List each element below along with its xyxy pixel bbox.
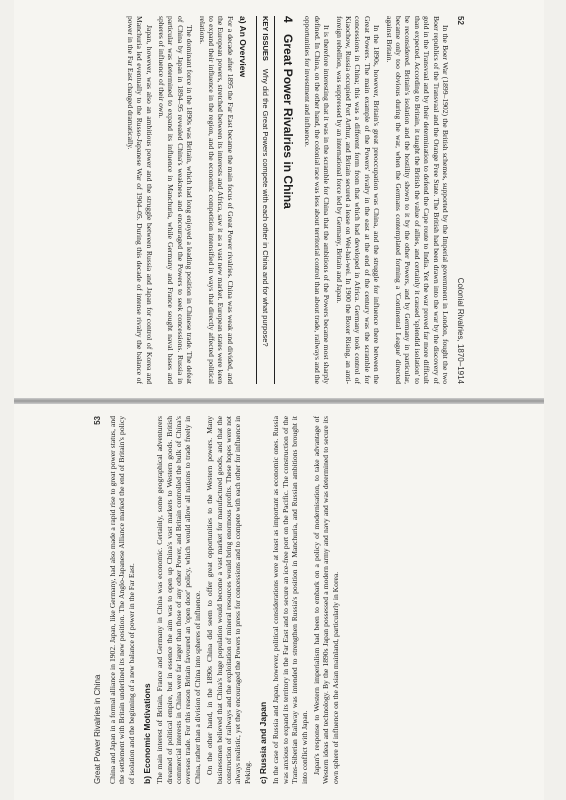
chapter-heading	[281, 16, 295, 384]
body-paragraph: China and Japan in a formal alliance in 1902. Japan, like Germany, had also made a rapid rise to great power status, and the settlement with Britain underlined its new position. The Anglo-Japanese Alliance marked the end of Britain's policy of isolation and the beginning of a new balance of power in the Far East.	[108, 416, 136, 784]
section-heading: a) An Overview	[237, 16, 248, 78]
body-paragraph: The main interest of Britain, France and Germany in China was economic. Certainly, some geographical adventurers dreamed of political empire, but in essence the aim was to open up China's vast markets to Western goods. British commercial interests in China were far larger than those of any other Power, and Britain controlled the bulk of China's overseas trade. For this reason Britain favoured an 'open door' policy, which would allow all nations to trade freely in China, rather than a division of China into spheres of influence.	[155, 416, 202, 784]
left-page	[14, 10, 469, 390]
body-paragraph: In the Boer War (1899–1902) the British schemes, supported by the Imperial government in London, fought the two Boer republics of the Transvaal and the Orange Free State. The British had been drawn into the war by the discovery of gold in the Transvaal and by their determination to defend the Cape route to India. Yet the war proved far more difficult than expected. According to Britain, it taught the British the value of allies, and certainly it caused 'splendid isolation' to be reconsidered. Britain's isolation and the hostility shown to it by the other Powers, and by Germany in particular, became only too obvious during the war, when the Germans contemplated forming a 'Continental League' directed against Britain.	[384, 16, 450, 384]
body-paragraph: The dominant force in the 1890s was Britain, which had long enjoyed a leading position in Chinese trade. The defeat of China by Japan in 1894–95 revealed China's weakness and encouraged the Powers to seek concessions. Russia in particular was determined to expand its influence in Manchuria, while Germany and France sought naval bases and spheres of influence of their own.	[157, 16, 195, 384]
body-paragraph: Japan's response to Western imperialism had been to embark on a policy of modernisation, to take advantage of Western ideas and technology. By the 1890s Japan possessed a modern army and navy and was determined to secure its own sphere of influence on the Asian mainland, particularly in Korea.	[311, 416, 340, 784]
book-spread	[14, 0, 544, 800]
page-number: 53	[93, 416, 102, 425]
body-paragraph: For a decade after 1895 the Far East became the main focus of Great Power rivalries. China was weak and divided, and the European powers, stretched between its interests and Africa, saw it as a vast new market. European states were keen to expand their influence in the region, and the economic competition intensified in ways that directly affected political relations.	[197, 16, 235, 384]
running-head-title: Great Power Rivalries in China	[93, 674, 102, 784]
right-page	[89, 410, 544, 790]
running-head-title: Colonial Rivalries, 1870–1914	[456, 277, 465, 384]
key-issues-label: KEY ISSUES	[260, 16, 270, 61]
running-head	[93, 416, 102, 784]
section-heading: c) Russia and Japan	[258, 701, 269, 784]
key-issues-text: Why did the Great Powers compete with each other in China and for what purpose?	[260, 68, 270, 347]
section-heading: b) Economic Motivations	[142, 683, 153, 784]
page-number: 52	[456, 16, 465, 25]
body-paragraph: In the case of Russia and Japan, however, political considerations were at least as important as economic ones. Russia was anxious to expand its territory in the Far East and to secure an ice-free port on the Pacific. The construction of the Trans-Siberian Railway was intended to strengthen Russia's position in Manchuria, and Russian ambitions brought it into conflict with Japan.	[271, 416, 309, 784]
running-head	[456, 16, 465, 384]
body-paragraph: It is therefore interesting that it was in the scramble for China that the ambitions of the Powers became most sharply defined. In China, on the other hand, the colonial race was less about territorial control than about trade, railways and the opportunities for investment and influence.	[303, 16, 332, 384]
body-paragraph: Japan, however, was also an ambitious power and the struggle between Russia and Japan for control of Korea and Manchuria led eventually to the Russo-Japanese War of 1904–05. During this decade of intense rivalry the balance of power in the Far East changed dramatically.	[125, 16, 154, 384]
book-gutter	[14, 398, 544, 404]
body-paragraph: In the 1890s, however, Britain's great preoccupation was China, and the struggle for influence there between the Great Powers. The main example of the Powers' rivalry in the east at the end of the century was the scramble for concessions in China; this was a different form from that which had developed in Africa. Germany took control of Kiaochow, Russia occupied Port Arthur, and Britain secured a lease on Wei-hai-wei. In 1900 the Boxer Rising, an anti-foreign rebellion, was suppressed by an international force led by Germany, Britain and Japan.	[334, 16, 382, 384]
key-issues-box	[256, 16, 275, 384]
chapter-number: 4	[280, 16, 295, 23]
body-paragraph: On the other hand, in the 1890s China did seem to offer great opportunities to the Western powers. Many businessmen believed that China's huge population would become a vast market for manufactured goods, and that the construction of railways and the exploitation of mineral resources would bring enormous profits. These hopes were not always realistic, yet they encouraged the Powers to press for concessions and to compete with each other for influence in Peking.	[205, 416, 252, 784]
chapter-title: Great Power Rivalries in China	[280, 34, 295, 209]
